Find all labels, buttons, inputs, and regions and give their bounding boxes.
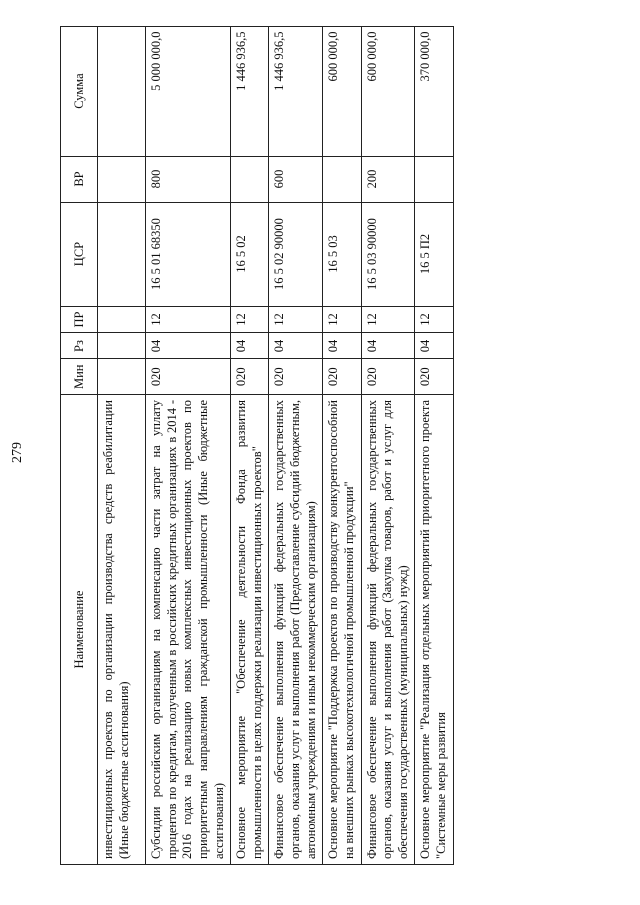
cell-name: Субсидии российским организациям на компенсацию части затрат на уплату процентов по кредитам, полученным в российских кредитных организациях в 2014 - 2016 годах на реализацию новых комплексных инвестиционных проектов по приоритетным направлениям гражданской промышленности (Иные бюджетные ассигнования)	[146, 395, 231, 865]
cell-name: Основное мероприятие "Реализация отдельных мероприятий приоритетного проекта "Системные меры развития	[415, 395, 453, 865]
cell-csr: 16 5 03	[323, 202, 361, 306]
cell-sum: 600 000,0	[361, 26, 415, 156]
cell-name: инвестиционных проектов по организации производства средств реабилитации (Иные бюджетные ассигнования)	[98, 395, 146, 865]
cell-sum: 1 446 936,5	[269, 26, 323, 156]
cell-vr	[323, 156, 361, 202]
cell-vr	[415, 156, 453, 202]
cell-name: Основное мероприятие "Обеспечение деятельности Фонда развития промышленности в целях поддержки реализации инвестиционных проектов"	[231, 395, 269, 865]
cell-csr: 16 5 03 90000	[361, 202, 415, 306]
cell-pr: 12	[231, 306, 269, 333]
cell-pr: 12	[415, 306, 453, 333]
table-row	[269, 26, 323, 864]
cell-csr: 16 5 02	[231, 202, 269, 306]
cell-csr: 16 5 01 68350	[146, 202, 231, 306]
cell-min: 020	[231, 359, 269, 395]
cell-rz: 04	[361, 333, 415, 359]
cell-pr: 12	[269, 306, 323, 333]
table-row	[361, 26, 415, 864]
cell-vr: 200	[361, 156, 415, 202]
cell-rz: 04	[269, 333, 323, 359]
header-min: Мин	[61, 359, 98, 395]
cell-sum: 600 000,0	[323, 26, 361, 156]
cell-min	[98, 359, 146, 395]
cell-pr: 12	[323, 306, 361, 333]
cell-pr: 12	[361, 306, 415, 333]
cell-min: 020	[323, 359, 361, 395]
cell-sum: 370 000,0	[415, 26, 453, 156]
header-sum: Сумма	[61, 26, 98, 156]
cell-rz: 04	[146, 333, 231, 359]
table-row	[415, 26, 453, 864]
table-row	[323, 26, 361, 864]
cell-csr	[98, 202, 146, 306]
table-row	[98, 26, 146, 864]
cell-rz: 04	[231, 333, 269, 359]
header-vr: ВР	[61, 156, 98, 202]
cell-csr: 16 5 02 90000	[269, 202, 323, 306]
cell-min: 020	[269, 359, 323, 395]
cell-rz: 04	[415, 333, 453, 359]
table-header	[61, 26, 98, 864]
table-body	[98, 26, 454, 864]
header-rz: Рз	[61, 333, 98, 359]
budget-table	[60, 26, 454, 865]
header-csr: ЦСР	[61, 202, 98, 306]
cell-sum	[98, 26, 146, 156]
cell-pr	[98, 306, 146, 333]
cell-sum: 1 446 936,5	[231, 26, 269, 156]
cell-name: Финансовое обеспечение выполнения функций федеральных государственных органов, оказания услуг и выполнения работ (Закупка товаров, работ и услуг для обеспечения государственных (муниципальных) нужд)	[361, 395, 415, 865]
cell-csr: 16 5 П2	[415, 202, 453, 306]
cell-name: Основное мероприятие "Поддержка проектов по производству конкурентоспособной на внешних рынках высокотехнологичной промышленной продукции"	[323, 395, 361, 865]
cell-vr	[98, 156, 146, 202]
cell-vr: 600	[269, 156, 323, 202]
cell-vr: 800	[146, 156, 231, 202]
cell-name: Финансовое обеспечение выполнения функций федеральных государственных органов, оказания услуг и выполнения работ (Предоставление субсидий бюджетным, автономным учреждениям и иным некоммерческим организациям)	[269, 395, 323, 865]
cell-vr	[231, 156, 269, 202]
cell-min: 020	[146, 359, 231, 395]
cell-pr: 12	[146, 306, 231, 333]
header-pr: ПР	[61, 306, 98, 333]
cell-rz	[98, 333, 146, 359]
table-row	[146, 26, 231, 864]
header-name: Наименование	[61, 395, 98, 865]
table-row	[231, 26, 269, 864]
cell-min: 020	[415, 359, 453, 395]
cell-min: 020	[361, 359, 415, 395]
cell-rz: 04	[323, 333, 361, 359]
cell-sum: 5 000 000,0	[146, 26, 231, 156]
page-number: 279	[10, 442, 25, 463]
